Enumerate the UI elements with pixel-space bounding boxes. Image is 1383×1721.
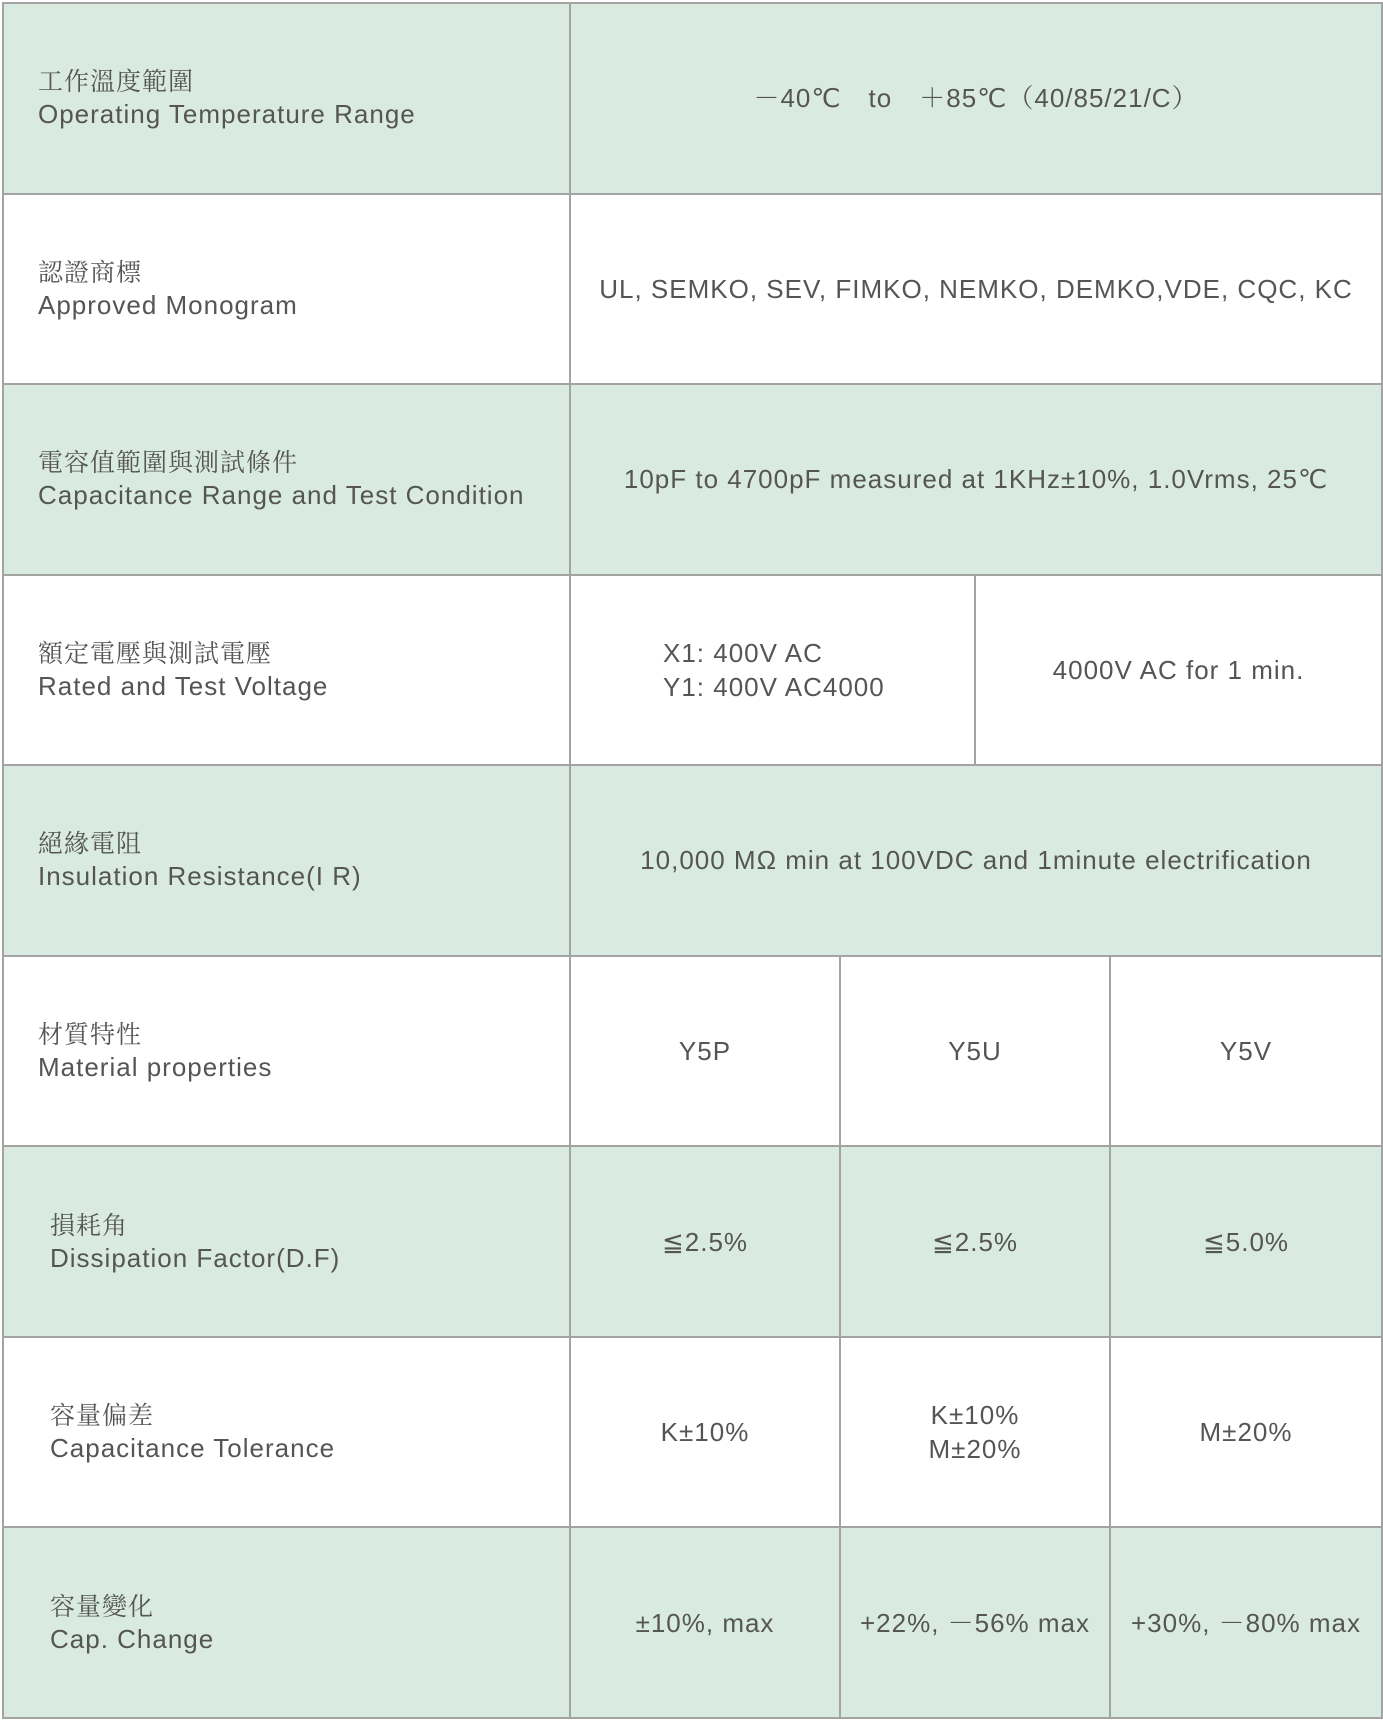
value-cell: －40℃ to ＋85℃（40/85/21/C） xyxy=(570,3,1382,194)
label-cell xyxy=(3,956,570,1147)
row-insulation-resistance xyxy=(3,765,1382,956)
label-english: Cap. Change xyxy=(50,1623,215,1654)
value-cell-y5u: Y5U xyxy=(840,956,1110,1147)
value-cell-y5p: ±10%, max xyxy=(570,1527,840,1718)
tolerance-m: M±20% xyxy=(928,1434,1022,1465)
row-operating-temperature xyxy=(3,3,1382,194)
row-capacitance-tolerance xyxy=(3,1337,1382,1528)
test-voltage-cell: 4000V AC for 1 min. xyxy=(975,575,1382,766)
value-cell-y5p: K±10% xyxy=(570,1337,840,1528)
label-cell xyxy=(3,3,570,194)
value-cell-y5v: M±20% xyxy=(1110,1337,1382,1528)
row-approved-monogram xyxy=(3,194,1382,385)
row-dissipation-factor xyxy=(3,1146,1382,1337)
label-cell xyxy=(3,575,570,766)
label-english: Operating Temperature Range xyxy=(38,99,416,130)
label-cell xyxy=(3,1337,570,1528)
label-chinese: 損耗角 xyxy=(50,1211,129,1240)
rated-voltage-cell xyxy=(570,575,975,766)
rated-voltage-x1: X1: 400V AC xyxy=(663,637,823,668)
label-chinese: 工作溫度範圍 xyxy=(38,68,195,97)
value-cell: UL, SEMKO, SEV, FIMKO, NEMKO, DEMKO,VDE, CQC, KC xyxy=(570,194,1382,385)
value-cell-y5v: Y5V xyxy=(1110,956,1382,1147)
label-chinese: 容量偏差 xyxy=(50,1402,155,1431)
value-cell-y5u xyxy=(840,1337,1110,1528)
label-chinese: 認證商標 xyxy=(38,258,143,287)
label-cell xyxy=(3,1527,570,1718)
label-cell xyxy=(3,194,570,385)
value-cell: 10,000 MΩ min at 100VDC and 1minute electrification xyxy=(570,765,1382,956)
label-english: Rated and Test Voltage xyxy=(38,670,329,701)
label-english: Capacitance Tolerance xyxy=(50,1433,336,1464)
label-chinese: 絕緣電阻 xyxy=(38,830,143,859)
tolerance-k: K±10% xyxy=(930,1400,1020,1431)
label-chinese: 額定電壓與測試電壓 xyxy=(38,639,273,668)
value-cell-y5p: Y5P xyxy=(570,956,840,1147)
value-cell-y5v: ≦5.0% xyxy=(1110,1146,1382,1337)
label-cell xyxy=(3,384,570,575)
value-cell-y5p: ≦2.5% xyxy=(570,1146,840,1337)
row-rated-test-voltage xyxy=(3,575,1382,766)
row-material-properties xyxy=(3,956,1382,1147)
value-cell-y5u: ≦2.5% xyxy=(840,1146,1110,1337)
label-chinese: 電容值範圍與測試條件 xyxy=(38,449,299,478)
label-english: Material properties xyxy=(38,1052,273,1082)
label-chinese: 容量變化 xyxy=(50,1592,155,1621)
value-cell: 10pF to 4700pF measured at 1KHz±10%, 1.0Vrms, 25℃ xyxy=(570,384,1382,575)
label-chinese: 材質特性 xyxy=(38,1021,143,1049)
label-english: Insulation Resistance(I R) xyxy=(38,861,362,892)
specification-table xyxy=(2,2,1383,1719)
row-capacitance-range xyxy=(3,384,1382,575)
label-cell xyxy=(3,1146,570,1337)
label-english: Dissipation Factor(D.F) xyxy=(50,1242,341,1273)
row-cap-change xyxy=(3,1527,1382,1718)
label-english: Capacitance Range and Test Condition xyxy=(38,480,525,511)
label-english: Approved Monogram xyxy=(38,289,298,320)
value-cell-y5v: +30%, －80% max xyxy=(1110,1527,1382,1718)
label-cell xyxy=(3,765,570,956)
rated-voltage-y1: Y1: 400V AC4000 xyxy=(663,671,885,702)
value-cell-y5u: +22%, －56% max xyxy=(840,1527,1110,1718)
